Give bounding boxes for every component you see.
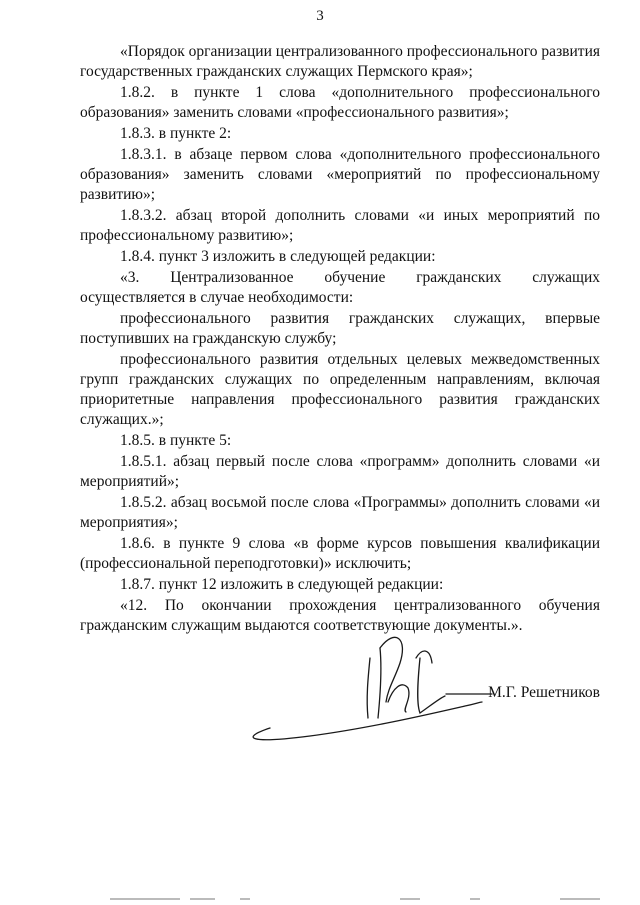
page-number: 3 <box>316 8 324 24</box>
paragraph: 1.8.5. в пункте 5: <box>120 432 232 449</box>
paragraph: «12. По окончании прохождения централизованного обучения гражданским служащим выдаются соответствующие документы.». <box>80 597 600 634</box>
paragraph: 1.8.2. в пункте 1 слова «дополнительного профессионального образования» заменить словами «профессионального развития»; <box>80 84 600 121</box>
handwritten-signature <box>230 618 500 748</box>
paragraph: 1.8.6. в пункте 9 слова «в форме курсов повышения квалификации (профессиональной переподготовки)» исключить; <box>80 535 600 572</box>
paragraph: «3. Централизованное обучение гражданских служащих осуществляется в случае необходимости: <box>80 269 600 306</box>
paragraph: 1.8.3.1. в абзаце первом слова «дополнительного профессионального образования» заменить словами «мероприятий по профессиональному развитию»; <box>80 146 600 203</box>
paragraph: 1.8.5.2. абзац восьмой после слова «Программы» дополнить словами «и мероприятия»; <box>80 494 600 531</box>
document-body <box>80 42 600 637</box>
paragraph: профессионального развития гражданских служащих, впервые поступивших на гражданскую службу; <box>80 310 600 347</box>
scan-edge-marks <box>0 893 640 905</box>
paragraph: «Порядок организации централизованного профессионального развития государственных гражданских служащих Пермского края»; <box>80 43 600 80</box>
signatory-name: М.Г. Решетников <box>488 684 600 701</box>
paragraph: 1.8.3.2. абзац второй дополнить словами «и иных мероприятий по профессиональному развитию»; <box>80 207 600 244</box>
paragraph: 1.8.5.1. абзац первый после слова «программ» дополнить словами «и мероприятий»; <box>80 453 600 490</box>
paragraph: 1.8.4. пункт 3 изложить в следующей редакции: <box>120 248 436 265</box>
paragraph: 1.8.7. пункт 12 изложить в следующей редакции: <box>120 576 444 593</box>
paragraph: профессионального развития отдельных целевых межведомственных групп гражданских служащих по определенным направлениям, включая приоритетные направления профессионального развития гражданских служащих.»; <box>80 351 600 428</box>
paragraph: 1.8.3. в пункте 2: <box>120 125 232 142</box>
